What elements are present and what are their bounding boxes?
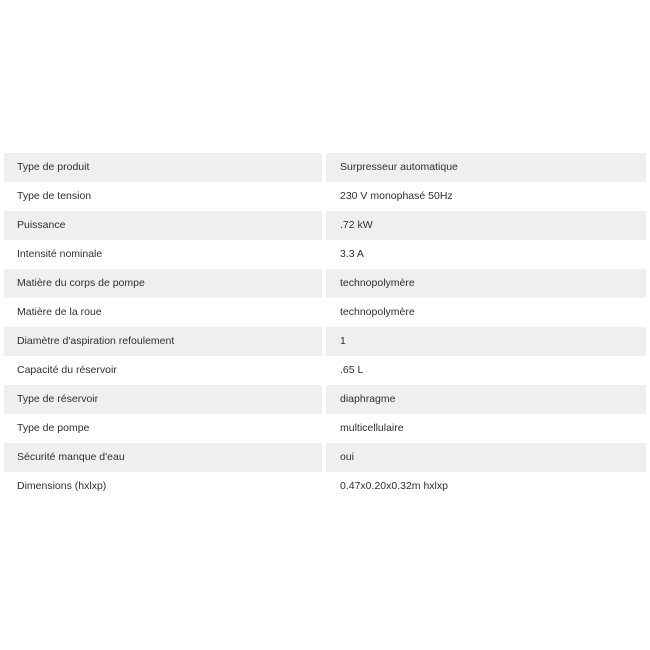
spec-value: 0.47x0.20x0.32m hxlxp [326, 472, 646, 501]
spec-value: .65 L [326, 356, 646, 385]
spec-label: Type de pompe [4, 414, 322, 443]
table-row [4, 327, 646, 356]
table-row [4, 443, 646, 472]
table-row [4, 414, 646, 443]
spec-value: .72 kW [326, 211, 646, 240]
table-row [4, 153, 646, 182]
spec-value: technopolymère [326, 269, 646, 298]
spec-label: Type de produit [4, 153, 322, 182]
spec-label: Capacité du réservoir [4, 356, 322, 385]
spec-value: Surpresseur automatique [326, 153, 646, 182]
spec-value: 3.3 A [326, 240, 646, 269]
spec-value: oui [326, 443, 646, 472]
table-row [4, 240, 646, 269]
spec-value: multicellulaire [326, 414, 646, 443]
spec-value: diaphragme [326, 385, 646, 414]
spec-value: technopolymère [326, 298, 646, 327]
spec-table [4, 153, 646, 501]
table-row [4, 269, 646, 298]
table-row [4, 182, 646, 211]
table-row [4, 385, 646, 414]
spec-label: Diamètre d'aspiration refoulement [4, 327, 322, 356]
spec-value: 230 V monophasé 50Hz [326, 182, 646, 211]
spec-label: Intensité nominale [4, 240, 322, 269]
spec-label: Sécurité manque d'eau [4, 443, 322, 472]
table-row [4, 356, 646, 385]
table-row [4, 211, 646, 240]
table-row [4, 298, 646, 327]
spec-value: 1 [326, 327, 646, 356]
table-row [4, 472, 646, 501]
spec-label: Matière du corps de pompe [4, 269, 322, 298]
spec-label: Dimensions (hxlxp) [4, 472, 322, 501]
spec-label: Matière de la roue [4, 298, 322, 327]
spec-label: Puissance [4, 211, 322, 240]
spec-label: Type de tension [4, 182, 322, 211]
spec-label: Type de réservoir [4, 385, 322, 414]
